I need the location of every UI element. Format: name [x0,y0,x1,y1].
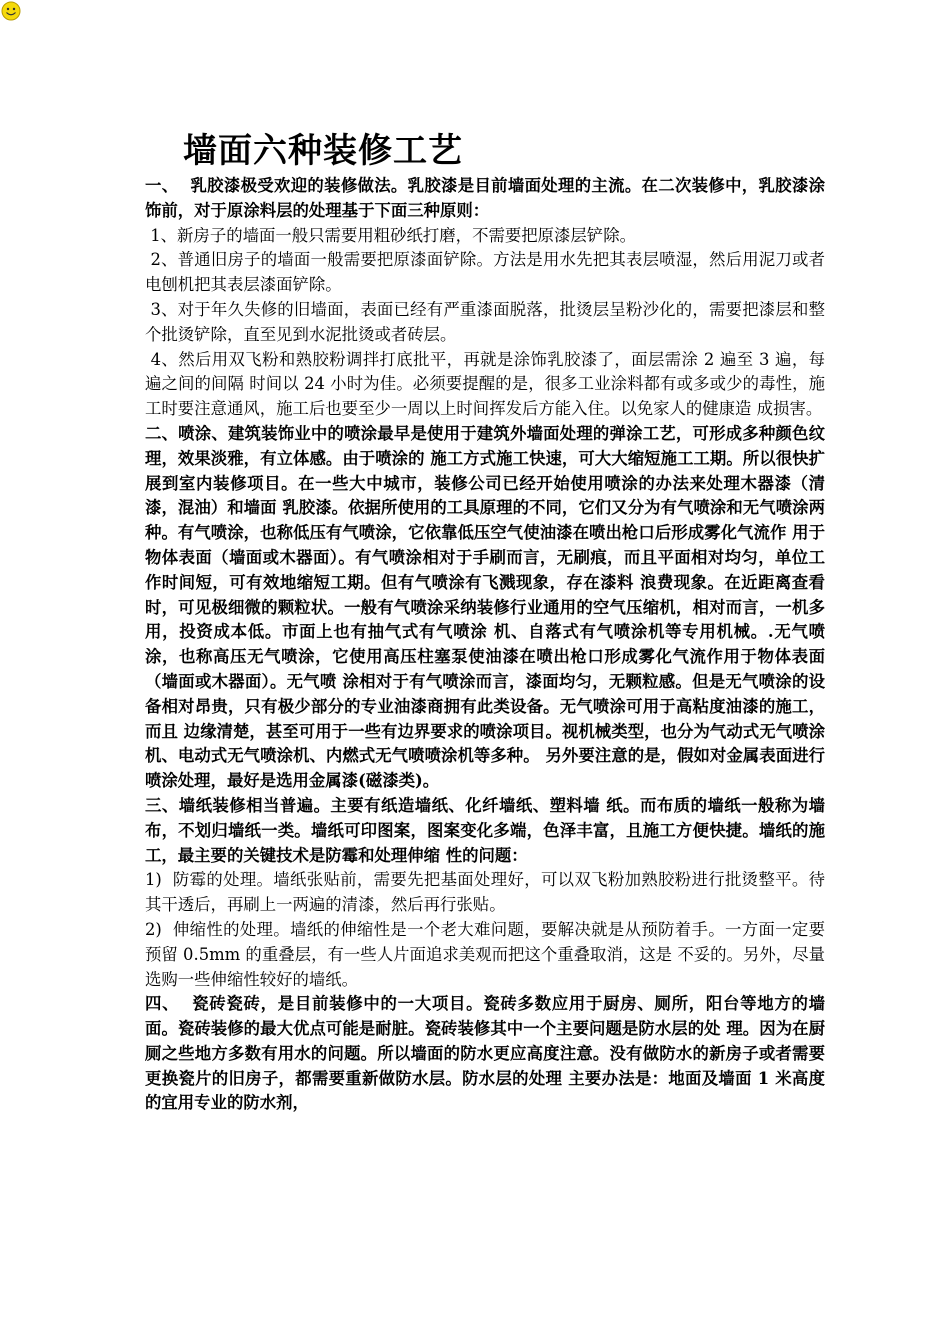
paragraph: 2、普通旧房子的墙面一般需要把原漆面铲除。方法是用水先把其表层喷湿，然后用泥刀或者电刨机把其表层漆面铲除。 [145,250,825,295]
paragraph: 三、墙纸装修相当普遍。主要有纸造墙纸、化纤墙纸、塑料墙 纸。而布质的墙纸一般称为墙布，不划归墙纸一类。墙纸可印图案，图案变化多端，色泽丰富，且施工方便快捷。墙纸的施工，最主要的关键技术是防霉和处理伸缩 性的问题： [145,795,825,865]
document-body [145,174,825,1116]
smiley-icon [0,0,22,22]
paragraph: 1) 防霉的处理。墙纸张贴前，需要先把基面处理好，可以双飞粉加熟胶粉进行批烫整平。待其干透后，再刷上一两遍的清漆，然后再行张贴。 [145,870,825,915]
paragraph: 四、 瓷砖瓷砖，是目前装修中的一大项目。瓷砖多数应用于厨房、厕所，阳台等地方的墙面。瓷砖装修的最大优点可能是耐脏。瓷砖装修其中一个主要问题是防水层的处 理。因为在厨厕之些地方多数有用水的问题。所以墙面的防水更应高度注意。没有做防水的新房子或者需要更换瓷片的旧房子，都需要重新做防水层。防水层的处理 主要办法是：地面及墙面 1 米高度的宜用专业的防水剂， [145,994,825,1113]
paragraph: 1、新房子的墙面一般只需要用粗砂纸打磨，不需要把原漆层铲除。 [145,225,636,245]
document-page [145,128,825,1116]
paragraph: 4、然后用双飞粉和熟胶粉调拌打底批平，再就是涂饰乳胶漆了，面层需涂 2 遍至 3 遍，每遍之间的间隔 时间以 24 小时为佳。必须要提醒的是，很多工业涂料都有或多或少的毒性，施工时要注意通风，施工后也要至少一周以上时间挥发后方能入住。以免家人的健康造 成损害。 [145,349,826,419]
paragraph: 二、喷涂、建筑装饰业中的喷涂最早是使用于建筑外墙面处理的弹涂工艺，可形成多种颜色纹理，效果淡雅，有立体感。由于喷涂的 施工方式施工快速，可大大缩短施工工期。所以很快扩展到室内装修项目。在一些大中城市，装修公司已经开始使用喷涂的办法来处理木器漆（清漆，混油）和墙面 乳胶漆。依据所使用的工具原理的不同，它们又分为有气喷涂和无气喷涂两种。有气喷涂，也称低压有气喷涂，它依靠低压空气使油漆在喷出枪口后形成雾化气流作 用于物体表面（墙面或木器面）。有气喷涂相对于手刷而言，无刷痕，而且平面相对均匀，单位工作时间短，可有效地缩短工期。但有气喷涂有飞溅现象，存在漆料 浪费现象。在近距离查看时，可见极细微的颗粒状。一般有气喷涂采纳装修行业通用的空气压缩机，相对而言，一机多用，投资成本低。市面上也有抽气式有气喷涂 机、自落式有气喷涂机等专用机械。.无气喷涂，也称高压无气喷涂，它使用高压柱塞泵使油漆在喷出枪口形成雾化气流作用于物体表面（墙面或木器面）。无气喷 涂相对于有气喷涂而言，漆面均匀，无颗粒感。但是无气喷涂的设备相对昂贵，只有极少部分的专业油漆商拥有此类设备。无气喷涂可用于高粘度油漆的施工，而且 边缘清楚，甚至可用于一些有边界要求的喷涂项目。视机械类型，也分为气动式无气喷涂机、电动式无气喷涂机、内燃式无气喷喷涂机等多种。 另外要注意的是，假如对金属表面进行喷涂处理，最好是选用金属漆(磁漆类)。 [145,423,825,791]
paragraph: 一、 乳胶漆极受欢迎的装修做法。乳胶漆是目前墙面处理的主流。在二次装修中，乳胶漆涂饰前，对于原涂料层的处理基于下面三种原则： [145,176,825,220]
paragraph: 3、对于年久失修的旧墙面，表面已经有严重漆面脱落，批烫层呈粉沙化的，需要把漆层和整个批烫铲除，直至见到水泥批烫或者砖层。 [145,299,825,344]
paragraph: 2) 伸缩性的处理。墙纸的伸缩性是一个老大难问题，要解决就是从预防着手。一方面一定要预留 0.5mm 的重叠层，有一些人片面追求美观而把这个重叠取消，这是 不妥的。另外，尽量选购一些伸缩性较好的墙纸。 [145,919,825,989]
document-title: 墙面六种装修工艺 [183,131,463,171]
